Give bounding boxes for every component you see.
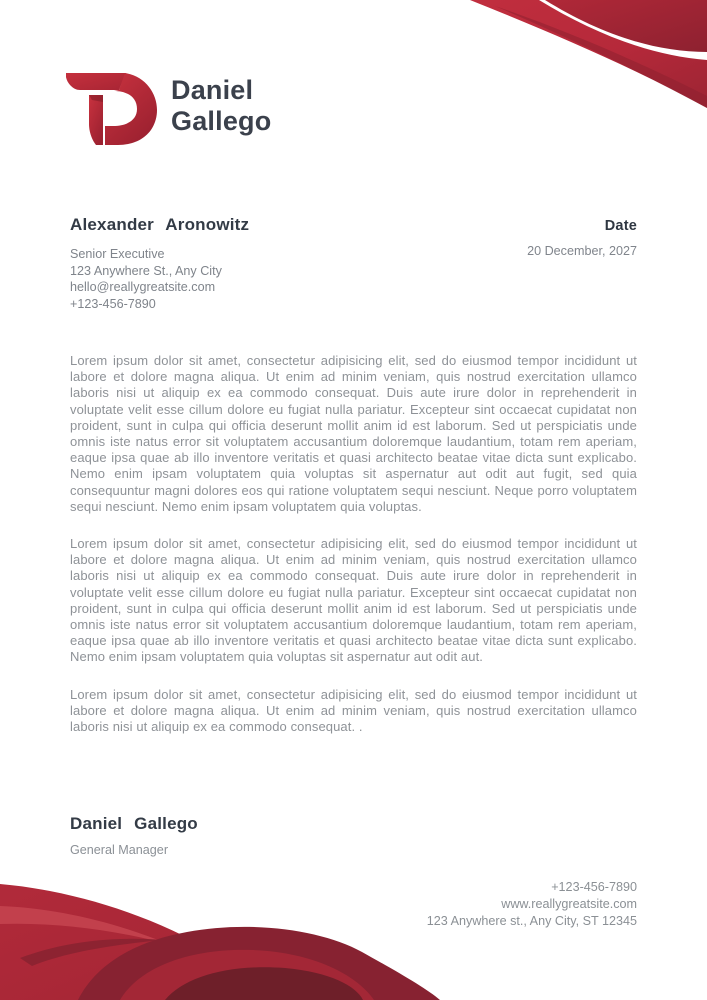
top-right-swoosh-decoration — [435, 0, 707, 170]
date-label: Date — [604, 218, 637, 234]
signature-block — [70, 814, 198, 857]
recipient-title: Senior Executive — [70, 247, 165, 261]
signature-name: Daniel Gallego — [70, 814, 198, 833]
bottom-left-swoosh-decoration — [0, 848, 440, 1000]
brand-d-logo-icon — [62, 64, 158, 148]
recipient-email: hello@reallygreatsite.com — [70, 280, 216, 294]
brand-first-name: Daniel — [171, 75, 254, 105]
body-paragraph-3: Lorem ipsum dolor sit amet, consectetur adipisicing elit, sed do eiusmod tempor incididunt ut labore et dolore magna aliqua. Ut enim ad minim veniam, quis nostrud exercitation ullamco laboris nisi ut aliquip ex ea commodo consequat. . — [70, 686, 637, 735]
signature-title: General Manager — [70, 843, 169, 857]
footer-contact-block — [427, 879, 637, 930]
recipient-phone: +123-456-7890 — [70, 296, 156, 311]
body-paragraph-1: Lorem ipsum dolor sit amet, consectetur adipisicing elit, sed do eiusmod tempor incididunt ut labore et dolore magna aliqua. Ut enim ad minim veniam, quis nostrud exercitation ullamco laboris nisi ut aliquip ex ea commodo consequat. Duis aute irure dolor in reprehenderit in voluptate velit esse cillum dolore eu fugiat nulla pariatur. Excepteur sint occaecat cupidatat non proident, sunt in culpa qui officia deserunt mollit anim id est laborum. Sed ut perspiciatis unde omnis iste natus error sit voluptatem accusantium doloremque laudantium, totam rem aperiam, eaque ipsa quae ab illo inventore veritatis et quasi architecto beatae vitae dicta sunt explicabo. Nemo enim ipsam voluptatem quia voluptas sit aspernatur aut odit aut fugit, sed quia consequuntur magni dolores eos qui ratione voluptatem sequi nesciunt. Neque porro voluptatem sequi nesciunt. Nemo enim ipsam voluptatem quia voluptas. — [70, 353, 637, 514]
recipient-block — [70, 215, 249, 312]
recipient-name: Alexander Aronowitz — [70, 215, 250, 234]
body-paragraph-2: Lorem ipsum dolor sit amet, consectetur adipisicing elit, sed do eiusmod tempor incididunt ut labore et dolore magna aliqua. Ut enim ad minim veniam, quis nostrud exercitation ullamco laboris nisi ut aliquip ex ea commodo consequat. Duis aute irure dolor in reprehenderit in voluptate velit esse cillum dolore eu fugiat nulla pariatur. Excepteur sint occaecat cupidatat non proident, sunt in culpa qui officia deserunt mollit anim id est laborum. Sed ut perspiciatis unde omnis iste natus error sit voluptatem accusantium doloremque laudantium, totam rem aperiam, eaque ipsa quae ab illo inventore veritatis et quasi architecto beatae vitae dicta sunt explicabo. Nemo enim ipsam voluptatem quia voluptas sit aspernatur aut odit aut. — [70, 536, 637, 665]
brand-last-name: Gallego — [171, 106, 272, 136]
footer-phone: +123-456-7890 — [551, 880, 637, 894]
footer-address: 123 Anywhere st., Any City, ST 12345 — [426, 914, 637, 928]
recipient-address: 123 Anywhere St., Any City — [70, 263, 222, 278]
letter-header-row — [70, 215, 637, 312]
letter-body — [70, 353, 637, 756]
brand-name — [171, 75, 271, 137]
footer-website: www.reallygreatsite.com — [501, 897, 637, 911]
date-block — [527, 215, 637, 312]
brand-header — [62, 64, 271, 148]
date-value: 20 December, 2027 — [527, 244, 637, 258]
